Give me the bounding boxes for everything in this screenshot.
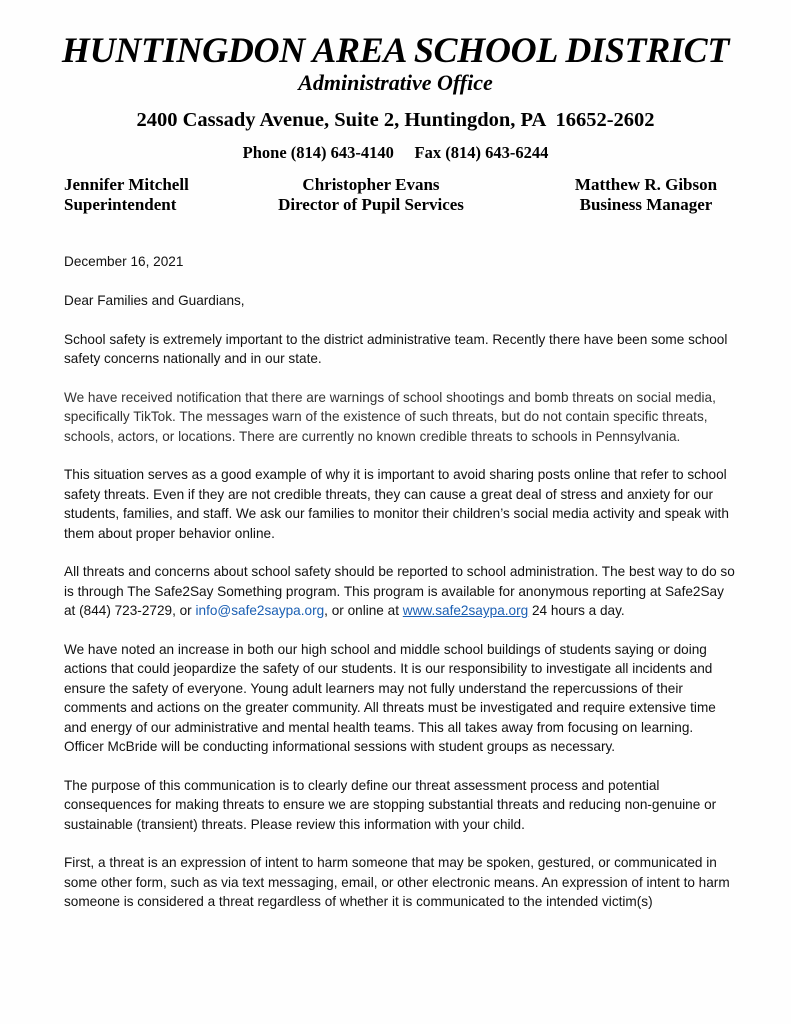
staff-name: Jennifer Mitchell bbox=[64, 175, 189, 194]
letter-date: December 16, 2021 bbox=[64, 254, 184, 269]
office-name: Administrative Office bbox=[298, 70, 493, 95]
staff-title: Superintendent bbox=[64, 195, 177, 214]
reporting-text-after: 24 hours a day. bbox=[528, 603, 625, 619]
paragraph-safety-intro: School safety is extremely important to the district administrative team. Recently there have been some school safety concerns nationally and in our state. bbox=[64, 331, 728, 366]
phone-number: Phone (814) 643-4140 bbox=[242, 143, 394, 162]
paragraph-purpose: The purpose of this communication is to clearly define our threat assessment process and potential consequences for making threats to ensure we are stopping substantial threats and reducing non-genuine or sustainable (transient) threats. Please review this information with your child. bbox=[64, 777, 717, 832]
district-name: HUNTINGDON AREA SCHOOL DISTRICT bbox=[61, 30, 730, 70]
paragraph-reporting bbox=[64, 562, 736, 620]
staff-pupil-services bbox=[271, 175, 471, 215]
district-address: 2400 Cassady Avenue, Suite 2, Huntingdon, PA 16652-2602 bbox=[136, 109, 655, 131]
website-link[interactable]: www.safe2saypa.org bbox=[402, 603, 529, 619]
staff-business-manager bbox=[566, 175, 726, 215]
reporting-text-between: , or online at bbox=[324, 603, 403, 619]
reporting-text: All threats and concerns about school safety should be reported to school administration. The best way to do so is through The Safe2Say Something program. This program is available for anonymous reporting at Safe2Say at (844) 723-2729, or bbox=[64, 564, 735, 619]
contact-line bbox=[0, 142, 791, 164]
paragraph-avoid-sharing: This situation serves as a good example of why it is important to avoid sharing posts online that refer to school safety threats. Even if they are not credible threats, they can cause a great deal of stress and anxiety for our students, families, and staff. We ask our families to monitor their children’s social media activity and speak with them about proper behavior online. bbox=[64, 467, 729, 541]
letter-body bbox=[64, 252, 736, 931]
staff-title: Business Manager bbox=[579, 195, 713, 214]
fax-number: Fax (814) 643-6244 bbox=[414, 143, 549, 162]
paragraph-threat-definition: First, a threat is an expression of intent to harm someone that may be spoken, gestured, or communicated in some other form, such as via text messaging, email, or other electronic means. An expression of intent to harm someone is considered a threat regardless of whether it is communicated to the intended victim(s) bbox=[64, 855, 730, 910]
paragraph-increase-incidents: We have noted an increase in both our high school and middle school buildings of students saying or doing actions that could jeopardize the safety of our students. It is our responsibility to investigate all incidents and ensure the safety of everyone. Young adult learners may not fully understand the repercussions of their comments and actions on the greater community. All threats must be investigated and require extensive time and energy of our administrative and mental health teams. This all takes away from focusing on learning. Officer McBride will be conducting informational sessions with student groups as necessary. bbox=[64, 642, 716, 755]
email-link[interactable]: info@safe2saypa.org bbox=[195, 603, 325, 619]
contact-spacer bbox=[394, 143, 415, 162]
letter-salutation: Dear Families and Guardians, bbox=[64, 292, 245, 308]
paragraph-social-media-warning: We have received notification that there are warnings of school shootings and bomb threats on social media, specifically TikTok. The messages warn of the existence of such threats, but do not contain specific threats, schools, actors, or locations. There are currently no known credible threats to schools in Pennsylvania. bbox=[64, 389, 716, 444]
staff-superintendent bbox=[64, 175, 189, 215]
staff-title: Director of Pupil Services bbox=[278, 195, 464, 214]
staff-name: Christopher Evans bbox=[302, 175, 440, 194]
staff-name: Matthew R. Gibson bbox=[574, 175, 718, 194]
